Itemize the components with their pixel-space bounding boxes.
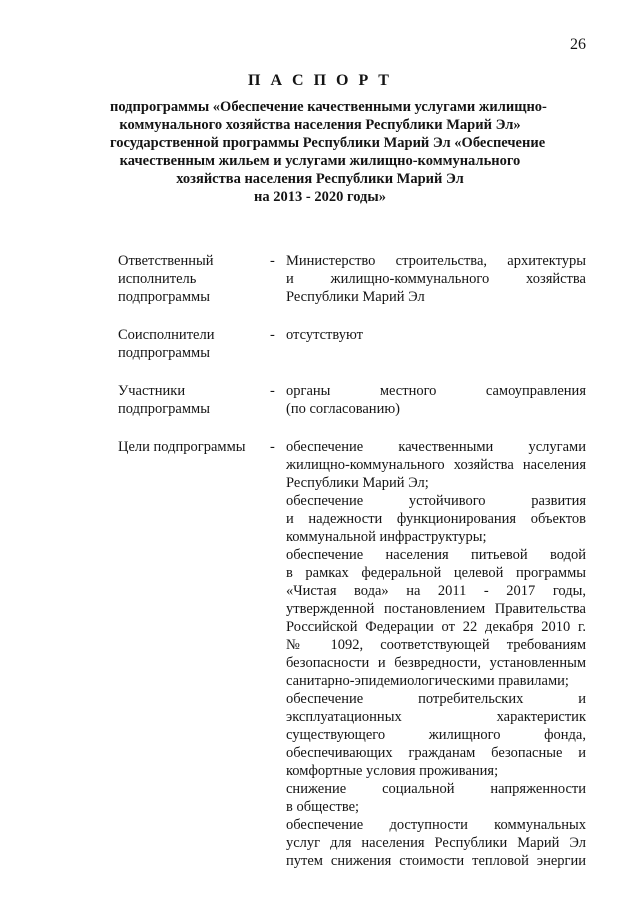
row-value-line: в рамках федеральной целевой программы [286,565,586,581]
row-value-line: жилищно-коммунального хозяйства населения [286,457,586,473]
row-value [286,326,586,344]
row-value-line: и жилищно-коммунального хозяйства [286,271,586,287]
row-label [118,252,270,306]
row-value-line: обеспечение устойчивого развития [286,493,586,509]
passport-row [118,438,588,870]
row-value-line: санитарно-эпидемиологическими правилами; [286,673,569,689]
row-value-line: обеспечение доступности коммунальных [286,817,586,833]
passport-row [118,382,588,418]
row-value-line: услуг для населения Республики Марий Эл [286,835,586,851]
row-dash: - [270,253,275,269]
row-value-line: обеспечивающих гражданам безопасные и [286,745,586,761]
subtitle-line: на 2013 - 2020 годы» [254,189,386,205]
row-value-line: снижение социальной напряженности [286,781,586,797]
passport-row [118,326,588,362]
row-label [118,326,270,362]
row-value-line: обеспечение населения питьевой водой [286,547,586,563]
document-subtitle [110,98,547,206]
row-value [286,382,586,418]
row-value-line: в обществе; [286,799,360,815]
row-value-line: комфортные условия проживания; [286,763,499,779]
row-label-line: подпрограммы [118,345,210,361]
row-value-line: «Чистая вода» на 2011 - 2017 годы, [286,583,586,599]
row-value-line: органы местного самоуправления [286,383,586,399]
row-value-line: № 1092, соответствующей требованиям [286,637,586,653]
row-label-line: исполнитель [118,271,197,287]
row-value-line: обеспечение потребительских и [286,691,586,707]
subtitle-line: коммунального хозяйства населения Республики Марий Эл» [119,117,521,133]
row-value-line: коммунальной инфраструктуры; [286,529,487,545]
row-dash: - [270,327,275,343]
row-value-line: Министерство строительства, архитектуры [286,253,586,269]
row-value-line: Республики Марий Эл; [286,475,429,491]
row-value-line: эксплуатационных характеристик [286,709,586,725]
row-value-line: утвержденной постановлением Правительства [286,601,586,617]
subtitle-line: хозяйства населения Республики Марий Эл [176,171,464,187]
row-value [286,252,586,306]
row-label [118,382,270,418]
row-dash: - [270,383,275,399]
row-value-line: Республики Марий Эл [286,289,425,305]
row-label-line: Соисполнители [118,327,215,343]
row-label-line: Участники [118,383,186,399]
row-label-line: Цели подпрограммы [118,439,246,455]
subtitle-line: государственной программы Республики Марий Эл «Обеспечение [110,135,546,151]
row-dash: - [270,439,275,455]
row-value-line: и надежности функционирования объектов [286,511,586,527]
passport-row [118,252,588,306]
row-value-line: обеспечение качественными услугами [286,439,586,455]
row-label-line: Ответственный [118,253,214,269]
subtitle-line: подпрограммы «Обеспечение качественными услугами жилищно- [110,99,547,115]
row-value-line: отсутствуют [286,327,363,343]
subtitle-line: качественным жильем и услугами жилищно-коммунального [119,153,521,169]
row-label [118,438,270,456]
page-number: 26 [570,36,586,53]
row-value-line: (по согласованию) [286,401,400,417]
row-value [286,438,586,870]
passport-table [118,252,588,890]
document-title: П А С П О Р Т [248,72,392,89]
row-label-line: подпрограммы [118,401,210,417]
row-value-line: существующего жилищного фонда, [286,727,586,743]
row-value-line: Российской Федерации от 22 декабря 2010 г. [286,619,586,635]
row-value-line: безопасности и безвредности, установленным [286,655,586,671]
row-label-line: подпрограммы [118,289,210,305]
row-value-line: путем снижения стоимости тепловой энергии [286,853,586,869]
